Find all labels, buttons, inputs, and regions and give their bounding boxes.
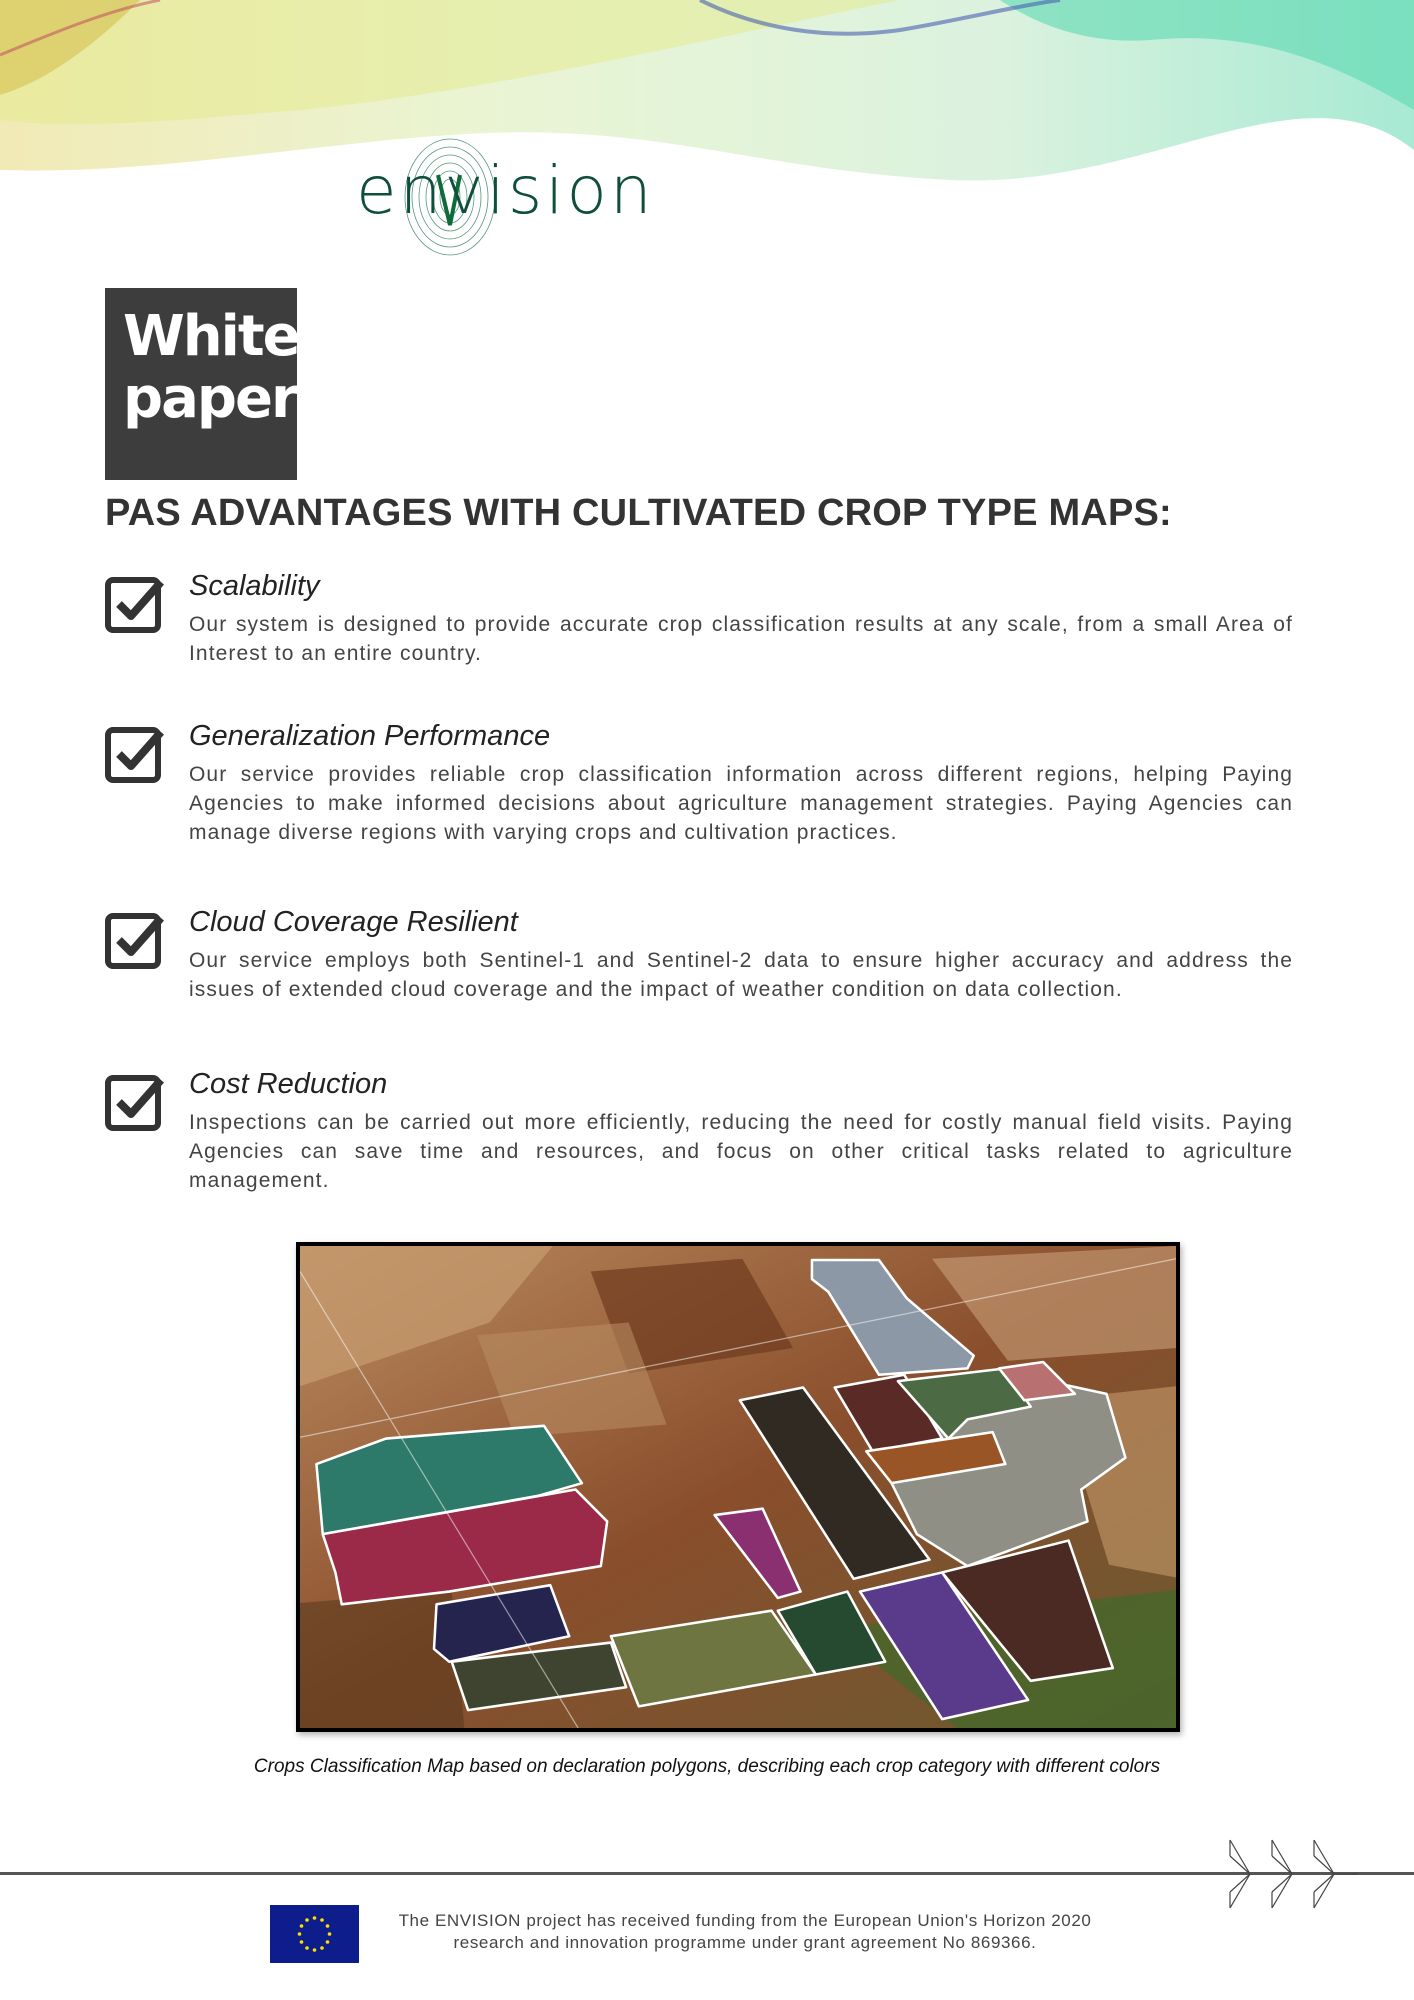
funding-line-2: research and innovation programme under grant agreement No 869366. [453,1933,1037,1952]
item-title: Scalability [189,570,320,602]
item-title: Cost Reduction [189,1068,388,1100]
item-body: Inspections can be carried out more efficiently, reducing the need for costly manual field visits. Paying Agencies can save time and resources, and focus on other critical tasks related to agriculture management. [189,1111,1293,1192]
item-body: Our service employs both Sentinel-1 and Sentinel-2 data to ensure higher accuracy and address the issues of extended cloud coverage and the impact of weather condition on data collection. [189,949,1293,1001]
figure-caption: Crops Classification Map based on declaration polygons, describing each crop category with different colors [253,1756,1161,1777]
decorative-wave-header [0,0,1414,200]
footer-divider [0,1872,1414,1875]
item-title: Generalization Performance [189,720,551,752]
badge-line-1: White [123,304,299,369]
funding-line-1: The ENVISION project has received funding from the European Union's Horizon 2020 [398,1911,1092,1930]
checkbox-checked-icon [105,724,167,784]
envision-logo [340,130,680,260]
logo-wordmark: envision [356,152,655,229]
white-paper-badge [105,288,297,480]
crop-classification-map-image [296,1242,1180,1732]
item-title: Cloud Coverage Resilient [189,906,518,938]
badge-line-2: paper [123,366,297,431]
chevrons-right-icon [1228,1838,1358,1910]
item-body: Our service provides reliable crop classification information across different regions, helping Paying Agencies to make informed decisions about agriculture management strategies. Paying Agencies can manage diverse regions with varying crops and cultivation practices. [189,763,1293,844]
checkbox-checked-icon [105,574,167,634]
eu-flag-icon [270,1905,359,1963]
funding-notice [360,1910,1130,1954]
checkbox-checked-icon [105,1072,167,1132]
checkbox-checked-icon [105,910,167,970]
page-title: PAS ADVANTAGES WITH CULTIVATED CROP TYPE MAPS: [105,492,1172,534]
item-body: Our system is designed to provide accurate crop classification results at any scale, from a small Area of Interest to an entire country. [189,613,1293,665]
